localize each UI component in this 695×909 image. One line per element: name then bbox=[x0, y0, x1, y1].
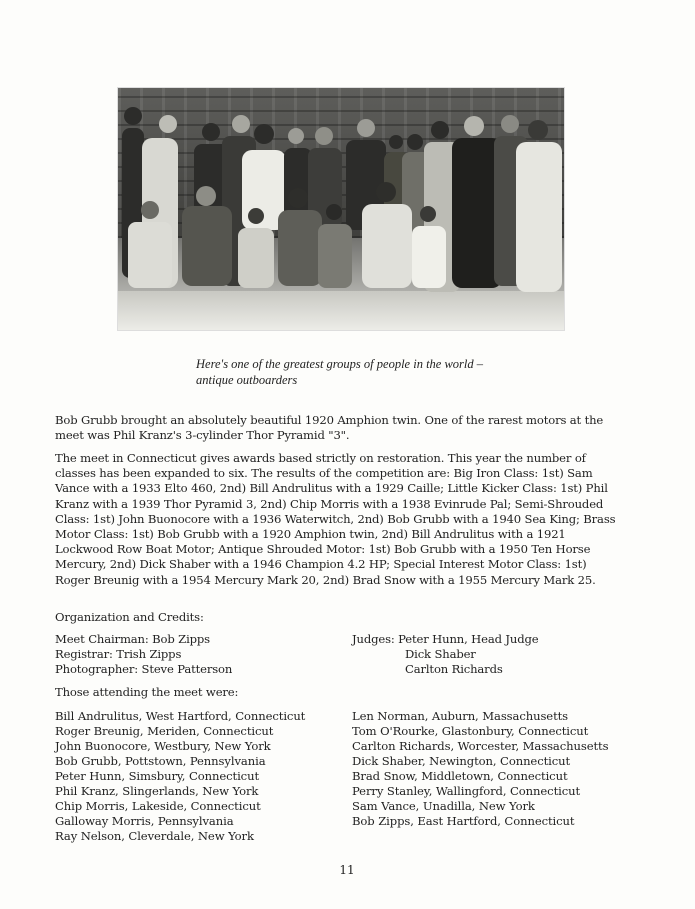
paragraph-amphion: Bob Grubb brought an absolutely beautiful 1920 Amphion twin. One of the rarest motors at the meet was Phil Kranz's 3-cylinder Thor Pyramid "3". bbox=[55, 413, 604, 443]
caption-line-1: Here's one of the greatest groups of people in the world – bbox=[196, 357, 484, 371]
caption-line-2: antique outboarders bbox=[196, 373, 298, 387]
page-number: 11 bbox=[339, 863, 355, 877]
judge-1: Peter Hunn, Head Judge bbox=[398, 632, 539, 646]
list-item: Ray Nelson, Cleverdale, New York bbox=[55, 829, 254, 843]
list-item: Brad Snow, Middletown, Connecticut bbox=[352, 769, 568, 783]
credit-meet-chairman: Meet Chairman: Bob Zipps bbox=[55, 632, 210, 646]
list-item: Bob Zipps, East Hartford, Connecticut bbox=[352, 814, 575, 828]
list-item: Peter Hunn, Simsbury, Connecticut bbox=[55, 769, 259, 783]
list-item: Carlton Richards, Worcester, Massachusetts bbox=[352, 739, 609, 753]
organization-heading: Organization and Credits: bbox=[55, 610, 204, 624]
list-item: Sam Vance, Unadilla, New York bbox=[352, 799, 535, 813]
attendees-left bbox=[55, 709, 305, 844]
list-item: Dick Shaber, Newington, Connecticut bbox=[352, 754, 571, 768]
credits-judges bbox=[352, 632, 538, 678]
attending-heading: Those attending the meet were: bbox=[55, 685, 239, 699]
list-item: Bill Andrulitus, West Hartford, Connecticut bbox=[55, 709, 306, 723]
people-silhouettes bbox=[118, 88, 564, 330]
list-item: John Buonocore, Westbury, New York bbox=[55, 739, 271, 753]
attendees-right bbox=[352, 709, 608, 829]
credit-registrar: Registrar: Trish Zipps bbox=[55, 647, 182, 662]
credits-left bbox=[55, 632, 232, 678]
list-item: Len Norman, Auburn, Massachusetts bbox=[352, 709, 569, 723]
photo-caption bbox=[196, 356, 516, 388]
list-item: Chip Morris, Lakeside, Connecticut bbox=[55, 799, 261, 813]
list-item: Bob Grubb, Pottstown, Pennsylvania bbox=[55, 754, 266, 768]
group-photo bbox=[117, 87, 565, 331]
list-item: Galloway Morris, Pennsylvania bbox=[55, 814, 234, 828]
list-item: Phil Kranz, Slingerlands, New York bbox=[55, 784, 259, 798]
judge-3: Carlton Richards bbox=[405, 662, 503, 677]
list-item: Perry Stanley, Wallingford, Connecticut bbox=[352, 784, 581, 798]
judges-label: Judges: bbox=[352, 632, 395, 646]
list-item: Roger Breunig, Meriden, Connecticut bbox=[55, 724, 274, 738]
judge-2: Dick Shaber bbox=[405, 647, 476, 662]
list-item: Tom O'Rourke, Glastonbury, Connecticut bbox=[352, 724, 589, 738]
credit-photographer: Photographer: Steve Patterson bbox=[55, 662, 233, 677]
paragraph-awards: The meet in Connecticut gives awards based strictly on restoration. This year the number of classes has been expanded to six. The results of the competition are: Big Iron Class: 1st) Sam Vance with a 1933 Elto 460, 2nd) Bill Andrulitus with a 1929 Caille; Little Kicker Class: 1st) Phil Kranz with a 1939 Thor Pyramid 3, 2nd) Chip Morris with a 1938 Evinrude Pal; Semi-Shrouded Class: 1st) John Buonocore with a 1936 Waterwitch, 2nd) Bob Grubb with a 1940 Sea King; Brass Motor Class: 1st) Bob Grubb with a 1920 Amphion twin, 2nd) Bill Andrulitus with a 1921 Lockwood Row Boat Motor; Antique Shrouded Motor: 1st) Bob Grubb with a 1950 Ten Horse Mercury, 2nd) Dick Shaber with a 1946 Champion 4.2 HP; Special Interest Motor Class: 1st) Roger Breunig with a 1954 Mercury Mark 20, 2nd) Brad Snow with a 1955 Mercury Mark 25. bbox=[55, 451, 616, 587]
